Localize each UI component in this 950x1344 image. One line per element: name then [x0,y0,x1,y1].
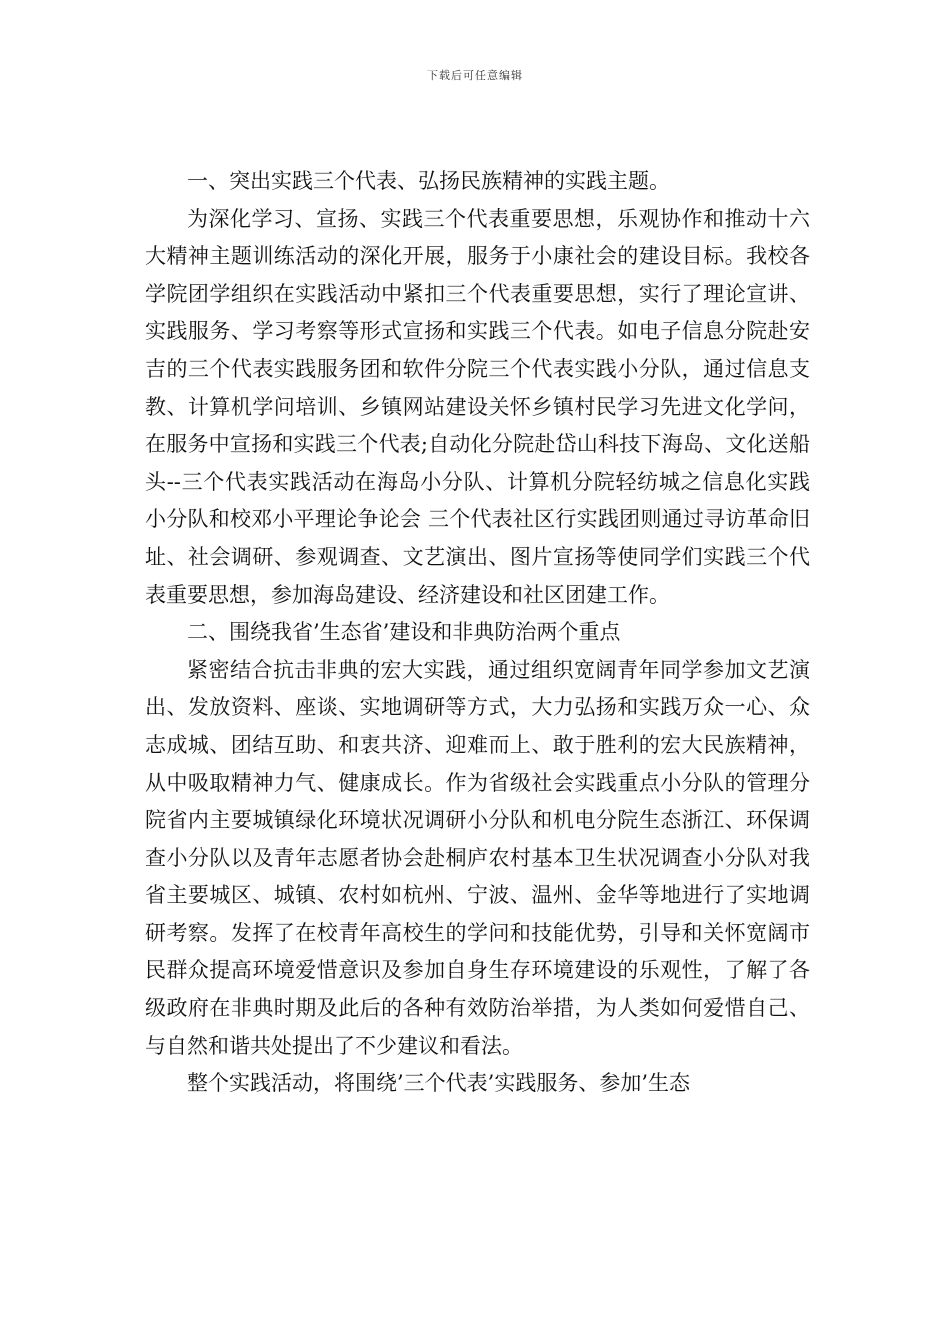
header-note: 下载后可任意编辑 [427,69,523,82]
section-heading-2: 二、围绕我省’生态省’建设和非典防治两个重点 [187,620,621,645]
body-paragraph-2: 紧密结合抗击非典的宏大实践，通过组织宽阔青年同学参加文艺演出、发放资料、座谈、实地调研等方式，大力弘扬和实践万众一心、众志成城、团结互助、和衷共济、迎难而上、敢于胜利的宏大民族精神，从中吸取精神力气、健康成长。作为省级社会实践重点小分队的管理分院省内主要城镇绿化环境状况调研小分队和机电分院生态浙江、环保调查小分队以及青年志愿者协会赴桐庐农村基本卫生状况调查小分队对我省主要城区、城镇、农村如杭州、宁波、温州、金华等地进行了实地调研考察。发挥了在校青年高校生的学问和技能优势，引导和关怀宽阔市民群众提高环境爱惜意识及参加自身生存环境建设的乐观性，了解了各级政府在非典时期及此后的各种有效防治举措，为人类如何爱惜自己、与自然和谐共处提出了不少建议和看法。 [145,657,810,1058]
body-paragraph-1: 为深化学习、宣扬、实践三个代表重要思想，乐观协作和推动十六大精神主题训练活动的深化开展，服务于小康社会的建设目标。我校各学院团学组织在实践活动中紧扣三个代表重要思想，实行了理论宣讲、实践服务、学习考察等形式宣扬和实践三个代表。如电子信息分院赴安吉的三个代表实践服务团和软件分院三个代表实践小分队，通过信息支教、计算机学问培训、乡镇网站建设关怀乡镇村民学习先进文化学问，在服务中宣扬和实践三个代表;自动化分院赴岱山科技下海岛、文化送船头--三个代表实践活动在海岛小分队、计算机分院轻纺城之信息化实践小分队和校邓小平理论争论会 三个代表社区行实践团则通过寻访革命旧址、社会调研、参观调查、文艺演出、图片宣扬等使同学们实践三个代表重要思想，参加海岛建设、经济建设和社区团建工作。 [145,206,810,607]
body-paragraph-3: 整个实践活动，将围绕’三个代表’实践服务、参加’生态 [187,1071,691,1096]
document-body [145,163,810,1103]
section-heading-1: 一、突出实践三个代表、弘扬民族精神的实践主题。 [187,169,670,193]
